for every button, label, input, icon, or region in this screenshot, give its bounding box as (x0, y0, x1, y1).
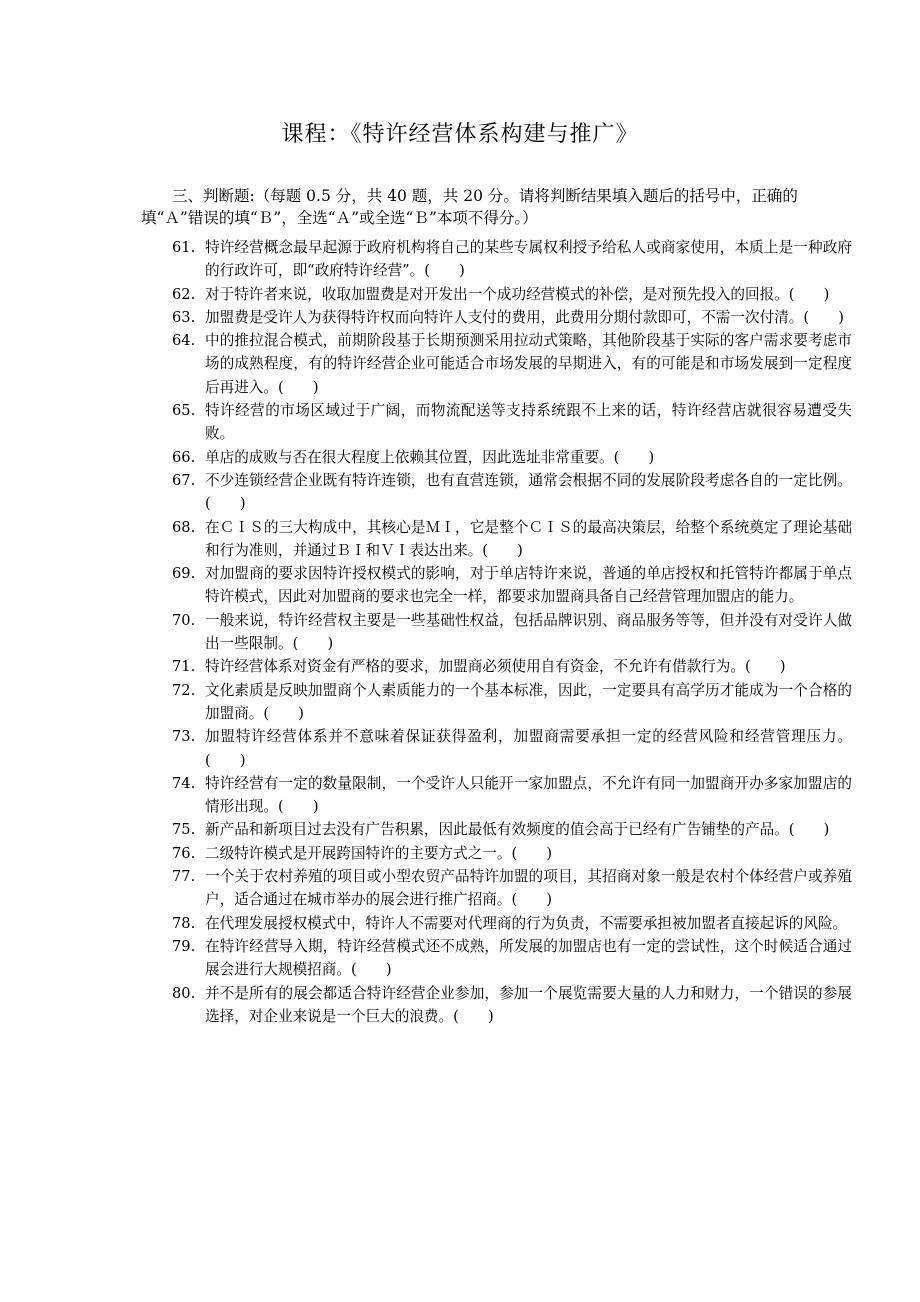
question-text: 一般来说，特许经营权主要是一些基础性权益，包括品牌识别、商品服务等等，但并没有对受许人做出一些限制。( ) (205, 611, 852, 653)
question-text: 在ＣＩＳ的三大构成中，其核心是ＭＩ，它是整个ＣＩＳ的最高决策层，给整个系统奠定了理论基础和行为准则，并通过ＢＩ和ＶＩ表达出来。( ) (205, 518, 852, 559)
question-text: 在特许经营导入期，特许经营模式还不成熟，所发展的加盟店也有一定的尝试性，这个时候适合通过展会进行大规模招商。( ) (205, 937, 852, 979)
question-number: 62. (172, 285, 196, 303)
question-item (172, 935, 852, 982)
question-number: 74. (172, 774, 196, 792)
question-text: 一个关于农村养殖的项目或小型农贸产品特许加盟的项目，其招商对象一般是农村个体经营户或养殖户，适合通过在城市举办的展会进行推广招商。( ) (205, 868, 852, 909)
question-item (172, 679, 852, 726)
question-item (172, 609, 852, 656)
course-title: 课程：《特许经营体系构建与推广》 (281, 122, 639, 147)
question-item (172, 865, 852, 912)
question-number: 65. (172, 402, 196, 420)
question-text: 新产品和新项目过去没有广告积累，因此最低有效频度的值会高于已经有广告铺垫的产品。( ) (205, 821, 830, 839)
question-number: 64. (172, 332, 196, 350)
question-item (172, 772, 852, 819)
section-intro: 三、判断题:（每题 0.5 分，共 40 题，共 20 分。请将判断结果填入题后的括号中，正确的填“Ａ”错误的填“Ｂ”，全选“Ａ”或全选“Ｂ”本项不得分。） (141, 187, 798, 227)
question-number: 79. (172, 937, 196, 955)
question-text: 不少连锁经营企业既有特许连锁，也有直营连锁，通常会根据不同的发展阶段考虑各自的一定比例。( ) (205, 471, 852, 513)
question-item (172, 982, 852, 1029)
question-number: 66. (172, 448, 196, 466)
question-item (172, 329, 852, 399)
question-number: 75. (172, 821, 196, 839)
question-item (172, 399, 852, 446)
question-number: 72. (172, 681, 196, 699)
question-number: 67. (172, 471, 196, 489)
question-number: 76. (172, 844, 196, 862)
question-item (172, 655, 852, 678)
question-text: 特许经营体系对资金有严格的要求，加盟商必须使用自有资金，不允许有借款行为。( ) (205, 658, 786, 676)
question-text: 对加盟商的要求因特许授权模式的影响，对于单店特许来说，普通的单店授权和托管特许都属于单点特许模式，因此对加盟商的要求也完全一样，都要求加盟商具备自己经营管理加盟店的能力。 (205, 565, 852, 606)
question-number: 69. (172, 565, 196, 583)
question-number: 73. (172, 728, 196, 746)
question-text: 在代理发展授权模式中，特许人不需要对代理商的行为负责，不需要承担被加盟者直接起诉的风险。 (205, 914, 848, 932)
question-text: 特许经营有一定的数量限制，一个受许人只能开一家加盟点，不允许有同一加盟商开办多家加盟店的情形出现。( ) (205, 774, 852, 816)
question-text: 加盟费是受许人为获得特许权而向特许人支付的费用，此费用分期付款即可，不需一次付清。( ) (205, 308, 844, 326)
question-list (172, 236, 852, 1028)
question-text: 加盟特许经营体系并不意味着保证获得盈利，加盟商需要承担一定的经营风险和经营管理压力。( ) (205, 728, 852, 769)
question-number: 63. (172, 308, 196, 326)
question-item (172, 516, 852, 563)
question-text: 对于特许者来说，收取加盟费是对开发出一个成功经营模式的补偿，是对预先投入的回报。( ) (205, 285, 830, 303)
question-item (172, 562, 852, 609)
question-item (172, 842, 852, 865)
question-item (172, 912, 852, 935)
question-number: 71. (172, 658, 196, 676)
question-item (172, 469, 852, 516)
question-text: 并不是所有的展会都适合特许经营企业参加，参加一个展览需要大量的人力和财力，一个错误的参展选择，对企业来说是一个巨大的浪费。( ) (205, 984, 852, 1025)
question-number: 70. (172, 611, 196, 629)
question-item (172, 725, 852, 772)
question-text: 中的推拉混合模式，前期阶段基于长期预测采用拉动式策略，其他阶段基于实际的客户需求要考虑市场的成熟程度，有的特许经营企业可能适合市场发展的早期进入，有的可能是和市场发展到一定程度后再进入。( ) (205, 332, 852, 396)
question-text: 二级特许模式是开展跨国特许的主要方式之一。( ) (205, 844, 553, 862)
question-item (172, 446, 852, 469)
question-item (172, 306, 852, 329)
question-number: 80. (172, 984, 196, 1002)
question-number: 78. (172, 914, 196, 932)
question-number: 77. (172, 868, 196, 886)
question-number: 68. (172, 518, 196, 536)
question-text: 单店的成败与否在很大程度上依赖其位置，因此选址非常重要。( ) (205, 448, 655, 466)
question-text: 特许经营概念最早起源于政府机构将自己的某些专属权利授予给私人或商家使用，本质上是一种政府的行政许可，即“政府特许经营”。( ) (205, 239, 852, 280)
question-item (172, 818, 852, 841)
question-text: 特许经营的市场区域过于广阔，而物流配送等支持系统跟不上来的话，特许经营店就很容易遭受失败。 (205, 402, 852, 443)
question-number: 61. (172, 239, 196, 256)
question-item (172, 236, 852, 283)
question-item (172, 283, 852, 306)
question-text: 文化素质是反映加盟商个人素质能力的一个基本标准，因此，一定要具有高学历才能成为一个合格的加盟商。( ) (205, 681, 852, 722)
